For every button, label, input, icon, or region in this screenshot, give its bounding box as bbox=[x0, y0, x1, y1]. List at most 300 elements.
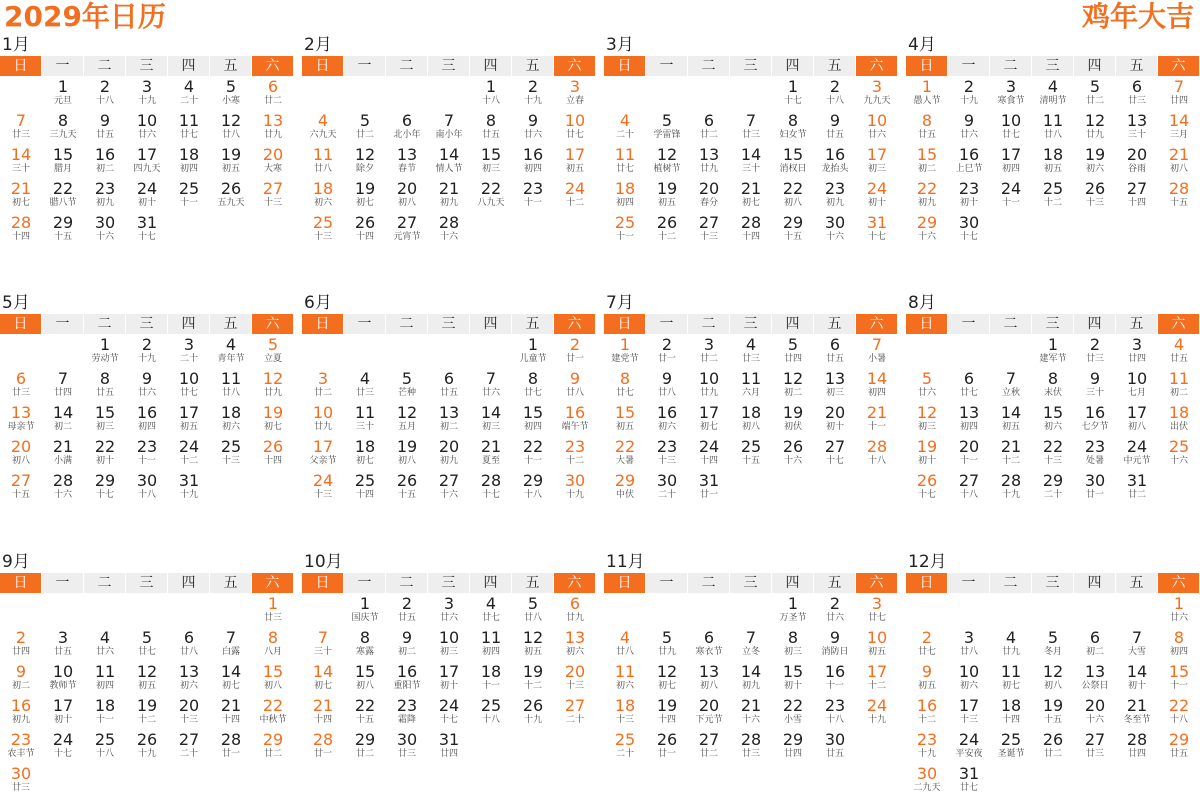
day-cell bbox=[990, 404, 1032, 438]
day-number: 28 bbox=[312, 730, 334, 749]
day-number: 28 bbox=[220, 730, 242, 749]
day-number: 2 bbox=[569, 335, 581, 354]
lunar-label: 廿九 bbox=[263, 130, 282, 140]
day-number: 24 bbox=[564, 179, 586, 198]
day-number: 23 bbox=[136, 437, 158, 456]
day-cell bbox=[906, 78, 948, 112]
lunar-label: 初十 bbox=[53, 715, 72, 725]
weekday-label: 四 bbox=[1074, 573, 1115, 593]
day-number: 19 bbox=[136, 696, 158, 715]
lunar-label: 初二 bbox=[53, 422, 72, 432]
lunar-label: 十五 bbox=[741, 456, 760, 466]
lunar-label: 廿五 bbox=[1169, 354, 1188, 364]
lunar-label: 初四 bbox=[615, 198, 634, 208]
lunar-label: 初三 bbox=[825, 388, 844, 398]
lunar-label: 立冬 bbox=[741, 647, 760, 657]
lunar-label: 廿七 bbox=[615, 388, 634, 398]
day-number: 17 bbox=[1126, 403, 1148, 422]
lunar-label: 廿三 bbox=[11, 783, 30, 793]
lunar-label: 十四 bbox=[263, 456, 282, 466]
day-number: 29 bbox=[782, 213, 804, 232]
lunar-label: 十三 bbox=[615, 715, 634, 725]
day-cell bbox=[428, 404, 470, 438]
weekday-label: 二 bbox=[990, 314, 1031, 334]
day-cell bbox=[688, 214, 730, 248]
weekday-label: 六 bbox=[252, 573, 293, 593]
day-number: 31 bbox=[698, 471, 720, 490]
lunar-label: 初五 bbox=[137, 681, 156, 691]
weekday-label: 日 bbox=[302, 314, 343, 334]
day-cell bbox=[210, 180, 252, 214]
lunar-label: 廿六 bbox=[917, 388, 936, 398]
lunar-label: 大暑 bbox=[615, 456, 634, 466]
lunar-label: 廿三 bbox=[741, 354, 760, 364]
lunar-label: 十二 bbox=[565, 456, 584, 466]
day-number: 29 bbox=[1042, 471, 1064, 490]
day-number: 24 bbox=[958, 730, 980, 749]
lunar-label: 初八 bbox=[397, 198, 416, 208]
weekday-header bbox=[906, 573, 1200, 593]
day-cell bbox=[168, 370, 210, 404]
day-number: 26 bbox=[656, 730, 678, 749]
day-cell bbox=[386, 663, 428, 697]
day-number: 10 bbox=[136, 111, 158, 130]
lunar-label: 十六 bbox=[741, 715, 760, 725]
day-cell bbox=[0, 472, 42, 506]
day-cell bbox=[1032, 697, 1074, 731]
day-cell bbox=[646, 146, 688, 180]
lunar-label: 初四 bbox=[137, 422, 156, 432]
day-cell bbox=[252, 112, 294, 146]
day-number: 9 bbox=[401, 628, 413, 647]
day-number: 8 bbox=[1047, 369, 1059, 388]
day-cell bbox=[168, 697, 210, 731]
day-cell bbox=[856, 180, 898, 214]
day-number: 25 bbox=[1168, 437, 1190, 456]
day-number: 13 bbox=[1084, 662, 1106, 681]
day-number: 7 bbox=[317, 628, 329, 647]
day-cell bbox=[428, 697, 470, 731]
weekday-label: 三 bbox=[428, 314, 469, 334]
lunar-label: 十三 bbox=[263, 198, 282, 208]
lunar-label: 初八 bbox=[783, 198, 802, 208]
day-cell bbox=[772, 438, 814, 472]
day-cell bbox=[1032, 472, 1074, 506]
day-number: 3 bbox=[703, 335, 715, 354]
day-number: 1 bbox=[921, 77, 933, 96]
day-number: 26 bbox=[916, 471, 938, 490]
day-cell bbox=[604, 214, 646, 248]
day-cell bbox=[772, 180, 814, 214]
day-cell bbox=[302, 663, 344, 697]
day-cell bbox=[42, 629, 84, 663]
day-number: 31 bbox=[438, 730, 460, 749]
day-number: 20 bbox=[438, 437, 460, 456]
weekday-label: 一 bbox=[344, 314, 385, 334]
day-number: 15 bbox=[354, 662, 376, 681]
day-cell bbox=[1074, 404, 1116, 438]
lunar-label: 情人节 bbox=[435, 164, 463, 174]
day-cell bbox=[772, 731, 814, 765]
day-number: 1 bbox=[527, 335, 539, 354]
lunar-label: 十五 bbox=[783, 232, 802, 242]
lunar-label: 廿四 bbox=[1127, 354, 1146, 364]
day-cell bbox=[42, 370, 84, 404]
lunar-label: 初八 bbox=[1127, 422, 1146, 432]
day-number: 1 bbox=[267, 594, 279, 613]
lunar-label: 廿五 bbox=[825, 354, 844, 364]
day-number: 24 bbox=[52, 730, 74, 749]
lunar-label: 初六 bbox=[615, 681, 634, 691]
day-number: 21 bbox=[740, 696, 762, 715]
lunar-label: 廿五 bbox=[95, 130, 114, 140]
weekday-label: 一 bbox=[646, 56, 687, 76]
weekday-label: 二 bbox=[688, 56, 729, 76]
day-cell bbox=[906, 370, 948, 404]
weekday-label: 六 bbox=[1158, 314, 1199, 334]
day-number: 5 bbox=[787, 335, 799, 354]
day-cell bbox=[554, 663, 596, 697]
day-cell bbox=[168, 336, 210, 370]
day-number: 6 bbox=[15, 369, 27, 388]
day-cell bbox=[772, 336, 814, 370]
day-cell bbox=[772, 404, 814, 438]
empty-cell bbox=[344, 78, 386, 112]
day-number: 17 bbox=[866, 662, 888, 681]
weekday-label: 五 bbox=[814, 56, 855, 76]
lunar-label: 建党节 bbox=[611, 354, 639, 364]
day-number: 31 bbox=[1126, 471, 1148, 490]
day-number: 2 bbox=[401, 594, 413, 613]
day-cell bbox=[604, 112, 646, 146]
lunar-label: 十九 bbox=[137, 749, 156, 759]
day-number: 8 bbox=[99, 369, 111, 388]
day-cell bbox=[344, 595, 386, 629]
day-number: 8 bbox=[267, 628, 279, 647]
day-number: 29 bbox=[522, 471, 544, 490]
day-cell bbox=[856, 438, 898, 472]
day-cell bbox=[772, 629, 814, 663]
day-number: 24 bbox=[438, 696, 460, 715]
day-cell bbox=[428, 731, 470, 765]
day-cell bbox=[512, 438, 554, 472]
day-number: 8 bbox=[921, 111, 933, 130]
day-cell bbox=[470, 629, 512, 663]
day-number: 30 bbox=[958, 213, 980, 232]
lunar-label: 平安夜 bbox=[955, 749, 983, 759]
day-number: 6 bbox=[703, 111, 715, 130]
day-cell bbox=[168, 404, 210, 438]
day-cell bbox=[906, 697, 948, 731]
day-cell bbox=[470, 112, 512, 146]
day-cell bbox=[688, 629, 730, 663]
lunar-label: 廿一 bbox=[221, 749, 240, 759]
weekday-label: 四 bbox=[772, 314, 813, 334]
lunar-label: 廿三 bbox=[397, 749, 416, 759]
day-number: 20 bbox=[1084, 696, 1106, 715]
lunar-label: 消权日 bbox=[779, 164, 807, 174]
lunar-label: 初十 bbox=[95, 456, 114, 466]
day-cell bbox=[856, 112, 898, 146]
lunar-label: 消防日 bbox=[821, 647, 849, 657]
day-cell bbox=[84, 663, 126, 697]
day-cell bbox=[252, 146, 294, 180]
day-cell bbox=[0, 663, 42, 697]
day-cell bbox=[604, 697, 646, 731]
day-number: 5 bbox=[141, 628, 153, 647]
day-number: 29 bbox=[614, 471, 636, 490]
lunar-label: 初九 bbox=[825, 198, 844, 208]
day-cell bbox=[646, 731, 688, 765]
lunar-label: 十二 bbox=[1043, 198, 1062, 208]
lunar-label: 初七 bbox=[657, 681, 676, 691]
day-cell bbox=[856, 629, 898, 663]
day-cell bbox=[990, 112, 1032, 146]
lunar-label: 廿七 bbox=[959, 388, 978, 398]
month-name: 5月 bbox=[2, 293, 30, 313]
day-number: 21 bbox=[10, 179, 32, 198]
day-number: 18 bbox=[614, 696, 636, 715]
lunar-label: 初二 bbox=[917, 164, 936, 174]
month-block bbox=[604, 551, 898, 765]
day-cell bbox=[1032, 663, 1074, 697]
day-grid bbox=[302, 595, 596, 765]
lunar-label: 十八 bbox=[481, 96, 500, 106]
weekday-label: 五 bbox=[814, 573, 855, 593]
lunar-label: 廿九 bbox=[699, 388, 718, 398]
day-cell bbox=[1116, 438, 1158, 472]
lunar-label: 十四 bbox=[699, 456, 718, 466]
day-cell bbox=[302, 731, 344, 765]
lunar-label: 父亲节 bbox=[309, 456, 337, 466]
lunar-label: 廿八 bbox=[657, 388, 676, 398]
day-number: 18 bbox=[740, 403, 762, 422]
weekday-header bbox=[302, 573, 596, 593]
day-number: 26 bbox=[396, 471, 418, 490]
weekday-label: 五 bbox=[814, 314, 855, 334]
lunar-label: 廿二 bbox=[355, 130, 374, 140]
day-number: 23 bbox=[94, 179, 116, 198]
day-cell bbox=[856, 404, 898, 438]
month-name: 8月 bbox=[908, 293, 936, 313]
day-cell bbox=[814, 629, 856, 663]
lunar-label: 廿八 bbox=[221, 388, 240, 398]
lunar-label: 十七 bbox=[137, 232, 156, 242]
day-cell bbox=[1032, 146, 1074, 180]
day-number: 17 bbox=[136, 145, 158, 164]
day-number: 22 bbox=[52, 179, 74, 198]
day-number: 2 bbox=[829, 77, 841, 96]
lunar-label: 学雷锋 bbox=[653, 130, 681, 140]
lunar-label: 廿五 bbox=[825, 130, 844, 140]
month-block bbox=[302, 292, 596, 506]
weekday-label: 四 bbox=[168, 314, 209, 334]
lunar-label: 初四 bbox=[867, 388, 886, 398]
day-cell bbox=[470, 595, 512, 629]
day-number: 31 bbox=[958, 764, 980, 783]
day-number: 30 bbox=[656, 471, 678, 490]
empty-cell bbox=[126, 595, 168, 629]
day-number: 21 bbox=[1000, 437, 1022, 456]
lunar-label: 二十 bbox=[179, 354, 198, 364]
day-cell bbox=[0, 146, 42, 180]
day-cell bbox=[554, 472, 596, 506]
day-number: 23 bbox=[564, 437, 586, 456]
day-cell bbox=[948, 697, 990, 731]
day-cell bbox=[126, 404, 168, 438]
day-number: 20 bbox=[564, 662, 586, 681]
lunar-label: 小雪 bbox=[783, 715, 802, 725]
day-cell bbox=[730, 438, 772, 472]
day-cell bbox=[428, 180, 470, 214]
lunar-label: 十一 bbox=[481, 681, 500, 691]
day-cell bbox=[856, 336, 898, 370]
weekday-label: 三 bbox=[1032, 56, 1073, 76]
lunar-label: 中伏 bbox=[615, 490, 634, 500]
day-number: 12 bbox=[396, 403, 418, 422]
lunar-label: 冬至节 bbox=[1123, 715, 1151, 725]
day-number: 6 bbox=[267, 77, 279, 96]
day-number: 17 bbox=[958, 696, 980, 715]
day-number: 19 bbox=[916, 437, 938, 456]
lunar-label: 十四 bbox=[741, 232, 760, 242]
weekday-label: 四 bbox=[772, 573, 813, 593]
lunar-label: 十七 bbox=[439, 715, 458, 725]
lunar-label: 儿童节 bbox=[519, 354, 547, 364]
day-number: 16 bbox=[522, 145, 544, 164]
day-cell bbox=[554, 404, 596, 438]
empty-cell bbox=[646, 78, 688, 112]
day-cell bbox=[84, 214, 126, 248]
day-cell bbox=[126, 180, 168, 214]
day-number: 19 bbox=[782, 403, 804, 422]
lunar-label: 廿九 bbox=[263, 388, 282, 398]
lunar-label: 腊八节 bbox=[49, 198, 77, 208]
lunar-label: 初四 bbox=[95, 681, 114, 691]
lunar-label: 端午节 bbox=[561, 422, 589, 432]
day-number: 8 bbox=[619, 369, 631, 388]
day-number: 8 bbox=[57, 111, 69, 130]
day-grid bbox=[604, 78, 898, 248]
empty-cell bbox=[386, 336, 428, 370]
calendar-subtitle: 鸡年大吉 bbox=[1081, 0, 1194, 33]
lunar-label: 二九天 bbox=[913, 783, 941, 793]
lunar-label: 十八 bbox=[825, 715, 844, 725]
lunar-label: 十五 bbox=[1169, 198, 1188, 208]
lunar-label: 初三 bbox=[481, 164, 500, 174]
day-cell bbox=[814, 370, 856, 404]
day-number: 20 bbox=[10, 437, 32, 456]
lunar-label: 初六 bbox=[1043, 422, 1062, 432]
lunar-label: 十八 bbox=[481, 715, 500, 725]
day-cell bbox=[84, 629, 126, 663]
weekday-label: 五 bbox=[1116, 314, 1157, 334]
weekday-label: 六 bbox=[554, 56, 595, 76]
lunar-label: 十五 bbox=[53, 232, 72, 242]
month-block bbox=[906, 292, 1200, 506]
day-number: 26 bbox=[656, 213, 678, 232]
day-number: 24 bbox=[866, 696, 888, 715]
day-cell bbox=[948, 731, 990, 765]
lunar-label: 立秋 bbox=[1001, 388, 1020, 398]
day-number: 8 bbox=[1173, 628, 1185, 647]
day-number: 2 bbox=[661, 335, 673, 354]
day-number: 18 bbox=[1042, 145, 1064, 164]
lunar-label: 十二 bbox=[565, 198, 584, 208]
day-cell bbox=[386, 731, 428, 765]
day-cell bbox=[42, 731, 84, 765]
weekday-label: 四 bbox=[1074, 56, 1115, 76]
day-cell bbox=[302, 180, 344, 214]
day-cell bbox=[386, 404, 428, 438]
weekday-label: 一 bbox=[42, 56, 83, 76]
day-number: 22 bbox=[354, 696, 376, 715]
day-cell bbox=[344, 472, 386, 506]
day-number: 5 bbox=[661, 628, 673, 647]
weekday-label: 五 bbox=[512, 573, 553, 593]
day-cell bbox=[948, 629, 990, 663]
lunar-label: 十六 bbox=[1169, 456, 1188, 466]
weekday-label: 四 bbox=[168, 56, 209, 76]
day-number: 25 bbox=[94, 730, 116, 749]
lunar-label: 初十 bbox=[1127, 681, 1146, 691]
day-cell bbox=[252, 78, 294, 112]
empty-cell bbox=[604, 595, 646, 629]
weekday-label: 三 bbox=[1032, 314, 1073, 334]
weekday-label: 日 bbox=[604, 573, 645, 593]
weekday-label: 六 bbox=[252, 314, 293, 334]
day-number: 15 bbox=[94, 403, 116, 422]
day-number: 10 bbox=[178, 369, 200, 388]
day-cell bbox=[0, 404, 42, 438]
day-number: 14 bbox=[10, 145, 32, 164]
day-cell bbox=[554, 629, 596, 663]
day-cell bbox=[302, 404, 344, 438]
weekday-header bbox=[906, 56, 1200, 76]
day-cell bbox=[554, 78, 596, 112]
day-number: 2 bbox=[141, 335, 153, 354]
day-cell bbox=[814, 112, 856, 146]
lunar-label: 初七 bbox=[11, 198, 30, 208]
day-number: 7 bbox=[485, 369, 497, 388]
day-cell bbox=[688, 404, 730, 438]
day-cell bbox=[906, 438, 948, 472]
lunar-label: 十四 bbox=[1001, 715, 1020, 725]
day-number: 17 bbox=[312, 437, 334, 456]
day-number: 2 bbox=[1089, 335, 1101, 354]
day-number: 7 bbox=[745, 111, 757, 130]
day-cell bbox=[1032, 438, 1074, 472]
lunar-label: 十一 bbox=[867, 422, 886, 432]
lunar-label: 寒衣节 bbox=[695, 647, 723, 657]
lunar-label: 小暑 bbox=[867, 354, 886, 364]
day-number: 18 bbox=[94, 696, 116, 715]
day-number: 1 bbox=[57, 77, 69, 96]
empty-cell bbox=[1032, 595, 1074, 629]
day-cell bbox=[646, 214, 688, 248]
lunar-label: 十八 bbox=[1169, 715, 1188, 725]
day-cell bbox=[126, 336, 168, 370]
day-cell bbox=[168, 731, 210, 765]
day-cell bbox=[470, 438, 512, 472]
day-number: 12 bbox=[1042, 662, 1064, 681]
day-number: 20 bbox=[824, 403, 846, 422]
day-number: 9 bbox=[921, 662, 933, 681]
day-cell bbox=[1032, 629, 1074, 663]
day-cell bbox=[428, 595, 470, 629]
lunar-label: 廿二 bbox=[1085, 96, 1104, 106]
lunar-label: 廿八 bbox=[959, 647, 978, 657]
